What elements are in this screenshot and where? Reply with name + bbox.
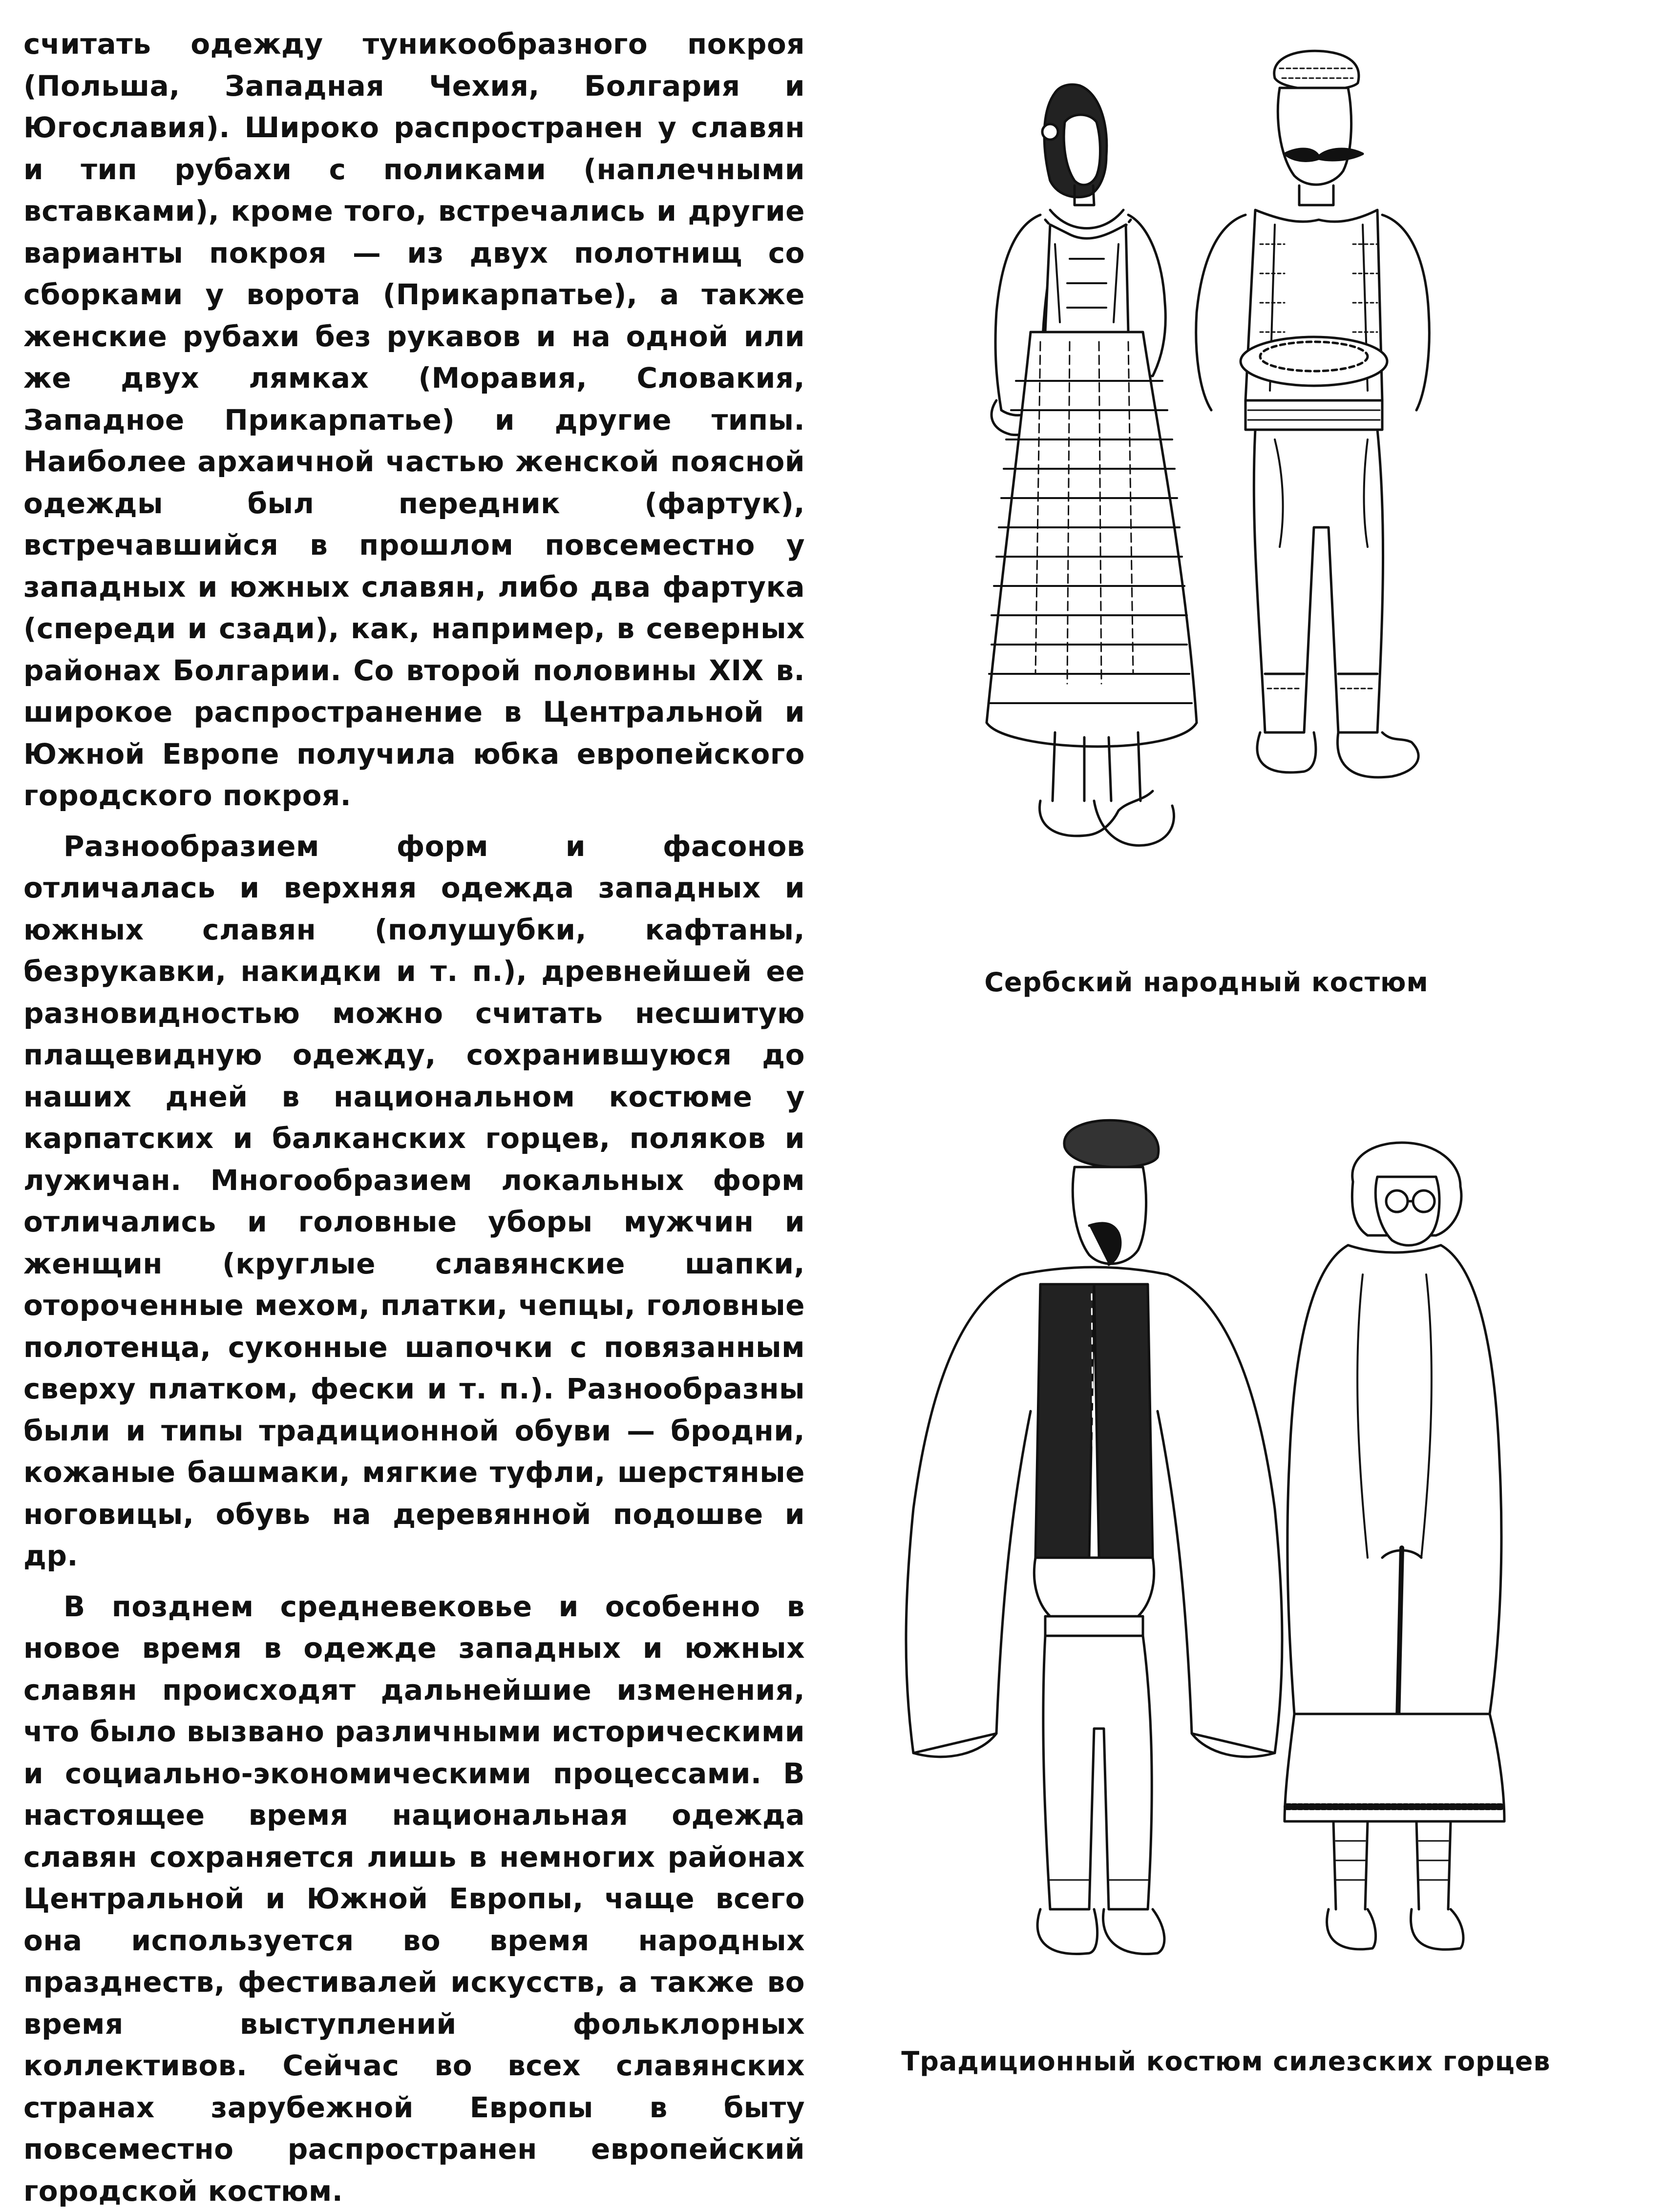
paragraph-1: считать одежду туникообразного покроя (Польша, Западная Чехия, Болгария и Югославия). Широко распространен у славян и тип рубахи с поликами (наплечными вставками), кроме того, встречались и другие варианты покроя — из двух полотнищ со сборками у ворота (Прикарпатье), а также женские рубахи без рукавов и на одной или же двух лямках (Моравия, Словакия, Западное Прикарпатье) и другие типы. Наиболее архаичной частью женской поясной одежды был передник (фартук), встречавшийся в прошлом повсеместно у западных и южных славян, либо два фартука (спереди и сзади), как, например, в северных районах Болгарии. Со второй половины XIX в. широкое распространение в Центральной и Южной Европе получила юбка европейского городского покроя. <box>23 23 805 817</box>
woman-figure <box>987 84 1197 845</box>
highlander-woman-figure <box>1285 1143 1504 1949</box>
article-text-column <box>23 23 805 2212</box>
serbian-costume-caption: Сербский народный костюм <box>928 967 1485 998</box>
paragraph-2: Разнообразием форм и фасонов отличалась и верхняя одежда западных и южных славян (полушубки, кафтаны, безрукавки, накидки и т. п.), древнейшей ее разновидностью можно считать несшитую плащевидную одежду, сохранившуюся до наших дней в национальном костюме у карпатских и балканских горцев, поляков и лужичан. Многообразием локальных форм отличались и головные уборы мужчин и женщин (круглые славянские шапки, отороченные мехом, платки, чепцы, головные полотенца, суконные шапочки с повязанным сверху платком, фески и т. п.). Разнообразны были и типы традиционной обуви — бродни, кожаные башмаки, мягкие туфли, шерстяные ноговицы, обувь на деревянной подошве и др. <box>23 826 805 1577</box>
silesian-costume-illustration <box>874 1118 1568 2007</box>
man-figure <box>1196 51 1430 777</box>
silesian-costume-caption: Традиционный костюм силезских горцев <box>869 2046 1583 2077</box>
serbian-costume-illustration <box>943 39 1470 952</box>
highlander-man-figure <box>906 1120 1282 1954</box>
paragraph-3: В позднем средневековье и особенно в новое время в одежде западных и южных славян происходят дальнейшие изменения, что было вызвано различными историческими и социально-экономическими процессами. В настоящее время национальная одежда славян сохраняется лишь в немногих районах Центральной и Южной Европы, чаще всего она используется во время народных празднеств, фестивалей искусств, а также во время выступлений фольклорных коллективов. Сейчас во всех славянских странах зарубежной Европы в быту повсеместно распространен европейский городской костюм. <box>23 1586 805 2212</box>
